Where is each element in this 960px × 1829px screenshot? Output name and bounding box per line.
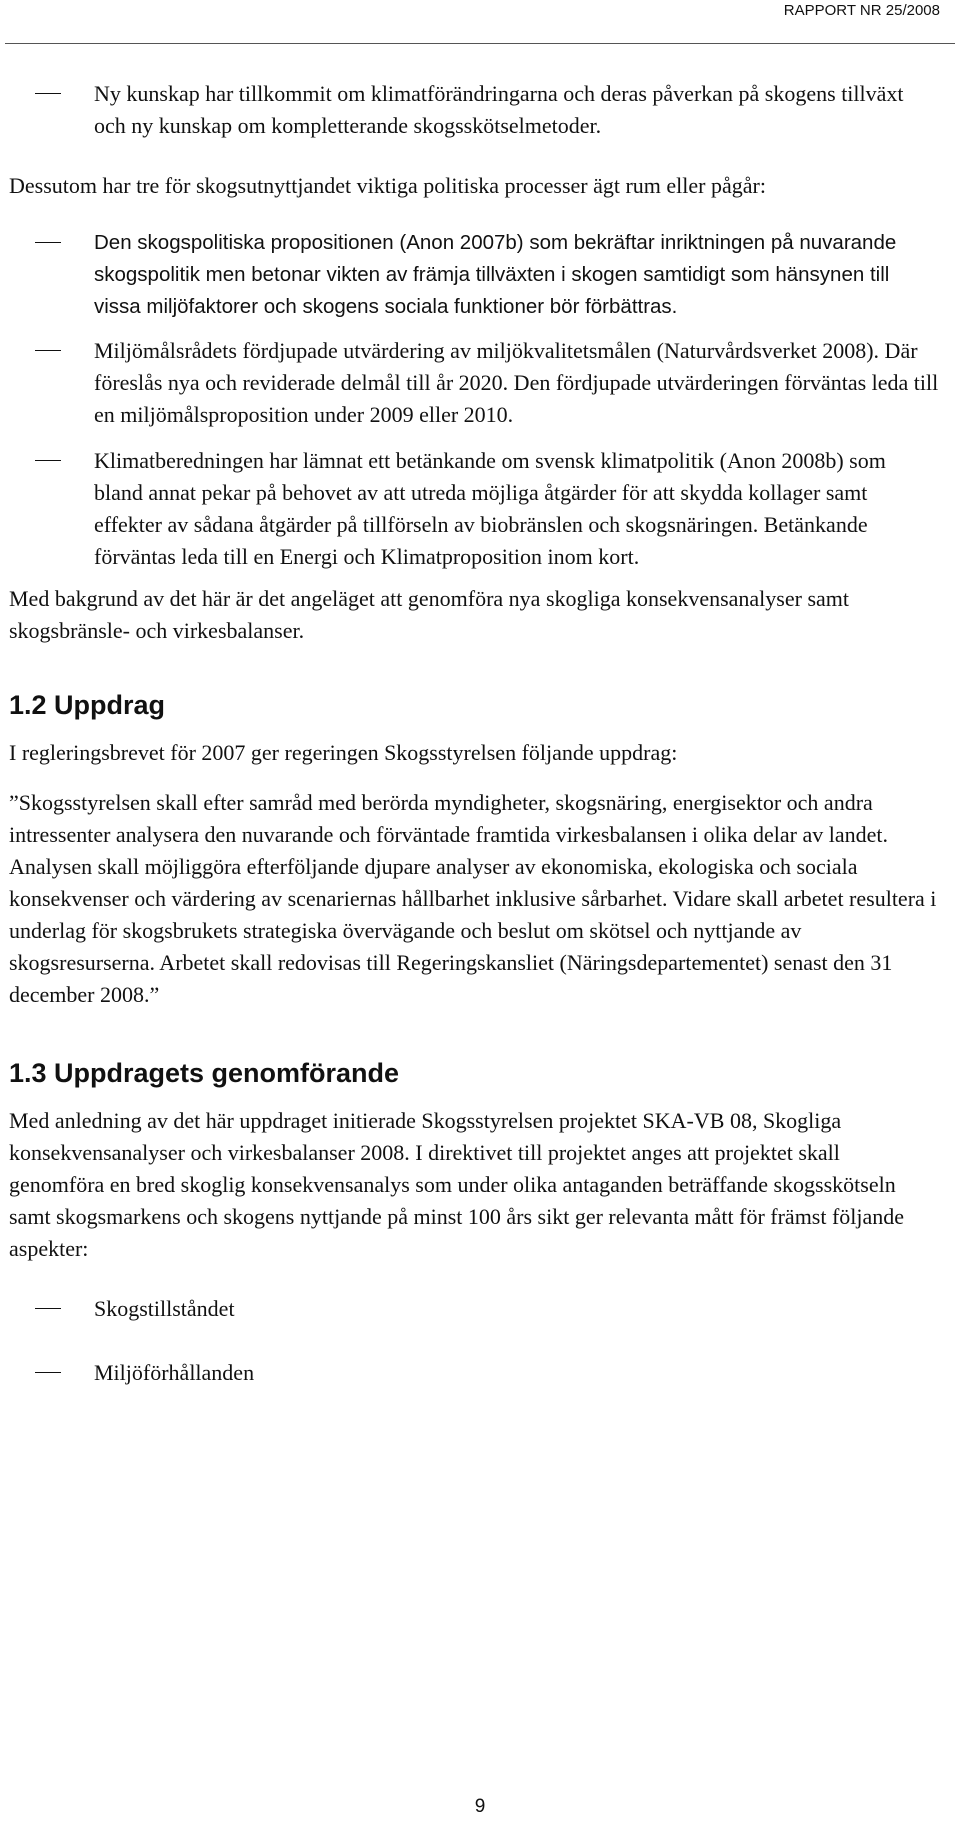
dash-bullet-icon [35, 93, 61, 94]
processes-paragraph: Dessutom har tre för skogsutnyttjandet viktiga politiska processer ägt rum eller pågår: [9, 173, 766, 198]
list-item-text: Den skogspolitiska propositionen (Anon 2007b) som bekräftar inriktningen på nuvarande skogspolitik men betonar vikten av främja tillväxten i skogen samtidigt som hänsynen till vissa miljöfaktorer och skogens sociala funktioner bör förbättras. [94, 231, 897, 318]
list-item-text: Miljöförhållanden [94, 1360, 255, 1385]
dash-bullet-icon [35, 1308, 61, 1309]
uppdrag-quote: ”Skogsstyrelsen skall efter samråd med berörda myndigheter, skogsnäring, energisektor och andra intressenter analysera den nuvarande och förväntade framtida virkesbalansen i olika delar av landet. Analysen skall möjliggöra efterföljande djupare analyser av ekonomiska, ekologiska och sociala konsekvenser och värdering av scenariernas hållbarhet inklusive sårbarhet. Vidare skall arbetet resultera i underlag för skogsbrukets strategiska övervägande och beslut om skötsel och nyttjande av skogsresurserna. Arbetet skall redovisas till Regeringskansliet (Näringsdepartementet) senast den 31 december 2008.” [9, 790, 937, 1007]
background-paragraph: Med bakgrund av det här är det angeläget att genomföra nya skogliga konsekvensanalyser samt skogsbränsle- och virkesbalanser. [9, 586, 849, 643]
genomforande-paragraph: Med anledning av det här uppdraget initierade Skogsstyrelsen projektet SKA-VB 08, Skogliga konsekvensanalyser och virkesbalanser 2008. I direktivet till projektet anges att projektet skall genomföra en bred skoglig konsekvensanalys som under olika antaganden beträffande skogsskötseln samt skogsmarkens och skogens nyttjande på minst 100 års sikt ger relevanta mått för främst följande aspekter: [9, 1108, 905, 1261]
process-list [9, 227, 939, 573]
list-item [9, 78, 939, 142]
uppdrag-intro: I regleringsbrevet för 2007 ger regeringen Skogsstyrelsen följande uppdrag: [9, 740, 678, 765]
aspect-list [9, 1293, 939, 1389]
list-item [9, 1293, 939, 1325]
list-item-text: Ny kunskap har tillkommit om klimatförändringarna och deras påverkan på skogens tillväxt och ny kunskap om kompletterande skogsskötselmetoder. [94, 81, 904, 138]
document-body [9, 78, 939, 1389]
list-item [9, 227, 939, 323]
dash-bullet-icon [35, 350, 61, 351]
list-item-text: Skogstillståndet [94, 1296, 235, 1321]
header-divider [5, 43, 955, 44]
list-item [9, 445, 939, 573]
intro-list [9, 78, 939, 142]
section-heading-genomforande: 1.3 Uppdragets genomförande [9, 1058, 400, 1088]
section-heading-uppdrag: 1.2 Uppdrag [9, 690, 166, 720]
dash-bullet-icon [35, 1372, 61, 1373]
list-item [9, 335, 939, 431]
list-item [9, 1357, 939, 1389]
dash-bullet-icon [35, 242, 61, 243]
report-number: RAPPORT NR 25/2008 [783, 2, 940, 19]
dash-bullet-icon [35, 460, 61, 461]
page-number: 9 [474, 1796, 486, 1817]
list-item-text: Klimatberedningen har lämnat ett betänkande om svensk klimatpolitik (Anon 2008b) som bland annat pekar på behovet av att utreda möjliga åtgärder för att skydda kollager samt effekter av sådana åtgärder på tillförseln av biobränslen och skogsnäringen. Betänkande förväntas leda till en Energi och Klimatproposition inom kort. [94, 448, 886, 569]
list-item-text: Miljömålsrådets fördjupade utvärdering av miljökvalitetsmålen (Naturvårdsverket 2008). Där föreslås nya och reviderade delmål till år 2020. Den fördjupade utvärderingen förväntas leda till en miljömålsproposition under 2009 eller 2010. [94, 338, 939, 427]
